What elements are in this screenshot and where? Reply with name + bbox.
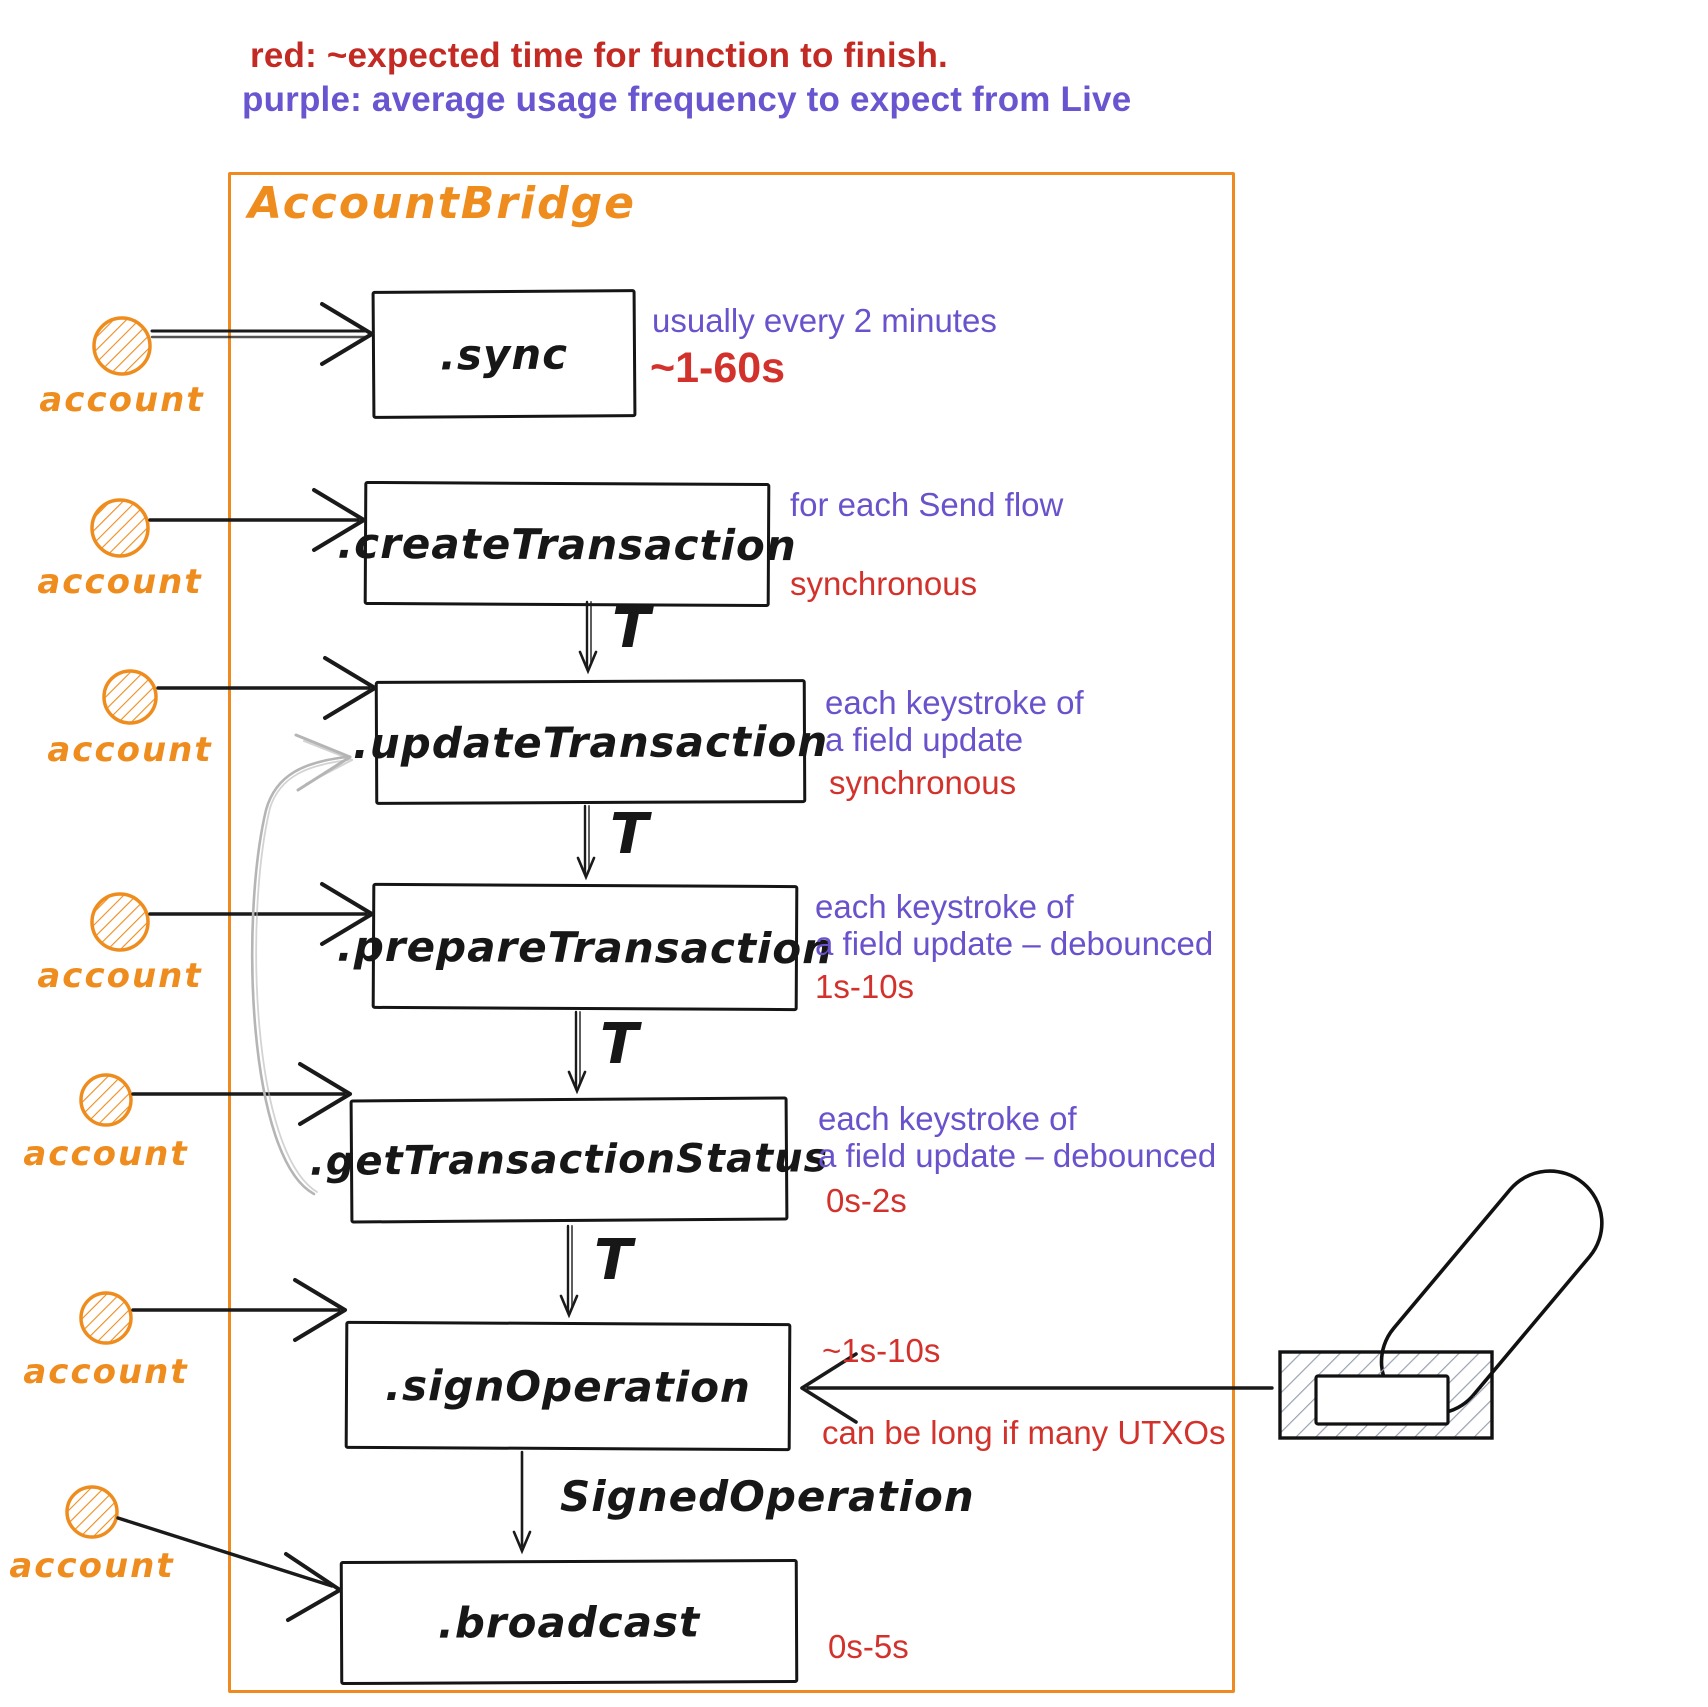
update-time-note: synchronous [829, 764, 1017, 801]
node-box-get-transaction-status [309, 1096, 829, 1223]
node-box-sign-operation [345, 1321, 792, 1451]
sync-frequency-note: usually every 2 minutes [652, 302, 997, 339]
node-box-broadcast [340, 1559, 799, 1685]
account-label: account [9, 1546, 175, 1586]
sign-time-note: ~1s-10s [822, 1332, 941, 1369]
transaction-token: T [612, 596, 653, 661]
update-frequency-note-line2: a field update [825, 721, 1024, 758]
node-label-broadcast: .broadcast [437, 1596, 701, 1648]
create-time-note: synchronous [790, 565, 978, 602]
account-label: account [23, 1134, 189, 1174]
account-label: account [37, 956, 203, 996]
node-label-get-transaction-status: .getTransactionStatus [309, 1135, 829, 1185]
prepare-frequency-note-line1: each keystroke of [815, 888, 1074, 925]
transaction-token: T [610, 802, 651, 867]
sync-time-note: ~1-60s [650, 344, 786, 392]
hardware-wallet-icon [1280, 1150, 1623, 1438]
update-frequency-note-line1: each keystroke of [825, 684, 1084, 721]
sign-time-warning-note: can be long if many UTXOs [822, 1414, 1226, 1451]
node-label-create-transaction: .createTransaction [337, 518, 797, 570]
get-status-frequency-note-line2: a field update – debounced [818, 1137, 1217, 1174]
prepare-time-note: 1s-10s [815, 968, 915, 1005]
prepare-frequency-note-line2: a field update – debounced [815, 925, 1214, 962]
account-label: account [37, 562, 203, 602]
node-label-prepare-transaction: .prepareTransaction [336, 921, 834, 973]
node-box-create-transaction [337, 481, 797, 607]
create-frequency-note: for each Send flow [790, 486, 1064, 523]
get-status-frequency-note-line1: each keystroke of [818, 1100, 1077, 1137]
transaction-token: T [594, 1228, 635, 1293]
signed-operation-token: SignedOperation [560, 1472, 975, 1521]
node-label-sign-operation: .signOperation [384, 1360, 752, 1412]
account-label: account [23, 1352, 189, 1392]
node-box-prepare-transaction [336, 883, 834, 1011]
account-label: account [47, 730, 213, 770]
get-status-time-note: 0s-2s [826, 1182, 907, 1219]
node-label-update-transaction: .updateTransaction [352, 716, 829, 768]
broadcast-time-note: 0s-5s [828, 1628, 909, 1665]
node-box-update-transaction [352, 679, 829, 805]
account-bridge-title: AccountBridge [248, 178, 636, 229]
node-box-sync [372, 289, 637, 419]
legend-purple-note: purple: average usage frequency to expect from Live [242, 80, 1132, 119]
account-label: account [39, 380, 205, 420]
legend-red-note: red: ~expected time for function to finish. [250, 36, 948, 75]
node-label-sync: .sync [439, 329, 569, 379]
transaction-token: T [600, 1012, 641, 1077]
